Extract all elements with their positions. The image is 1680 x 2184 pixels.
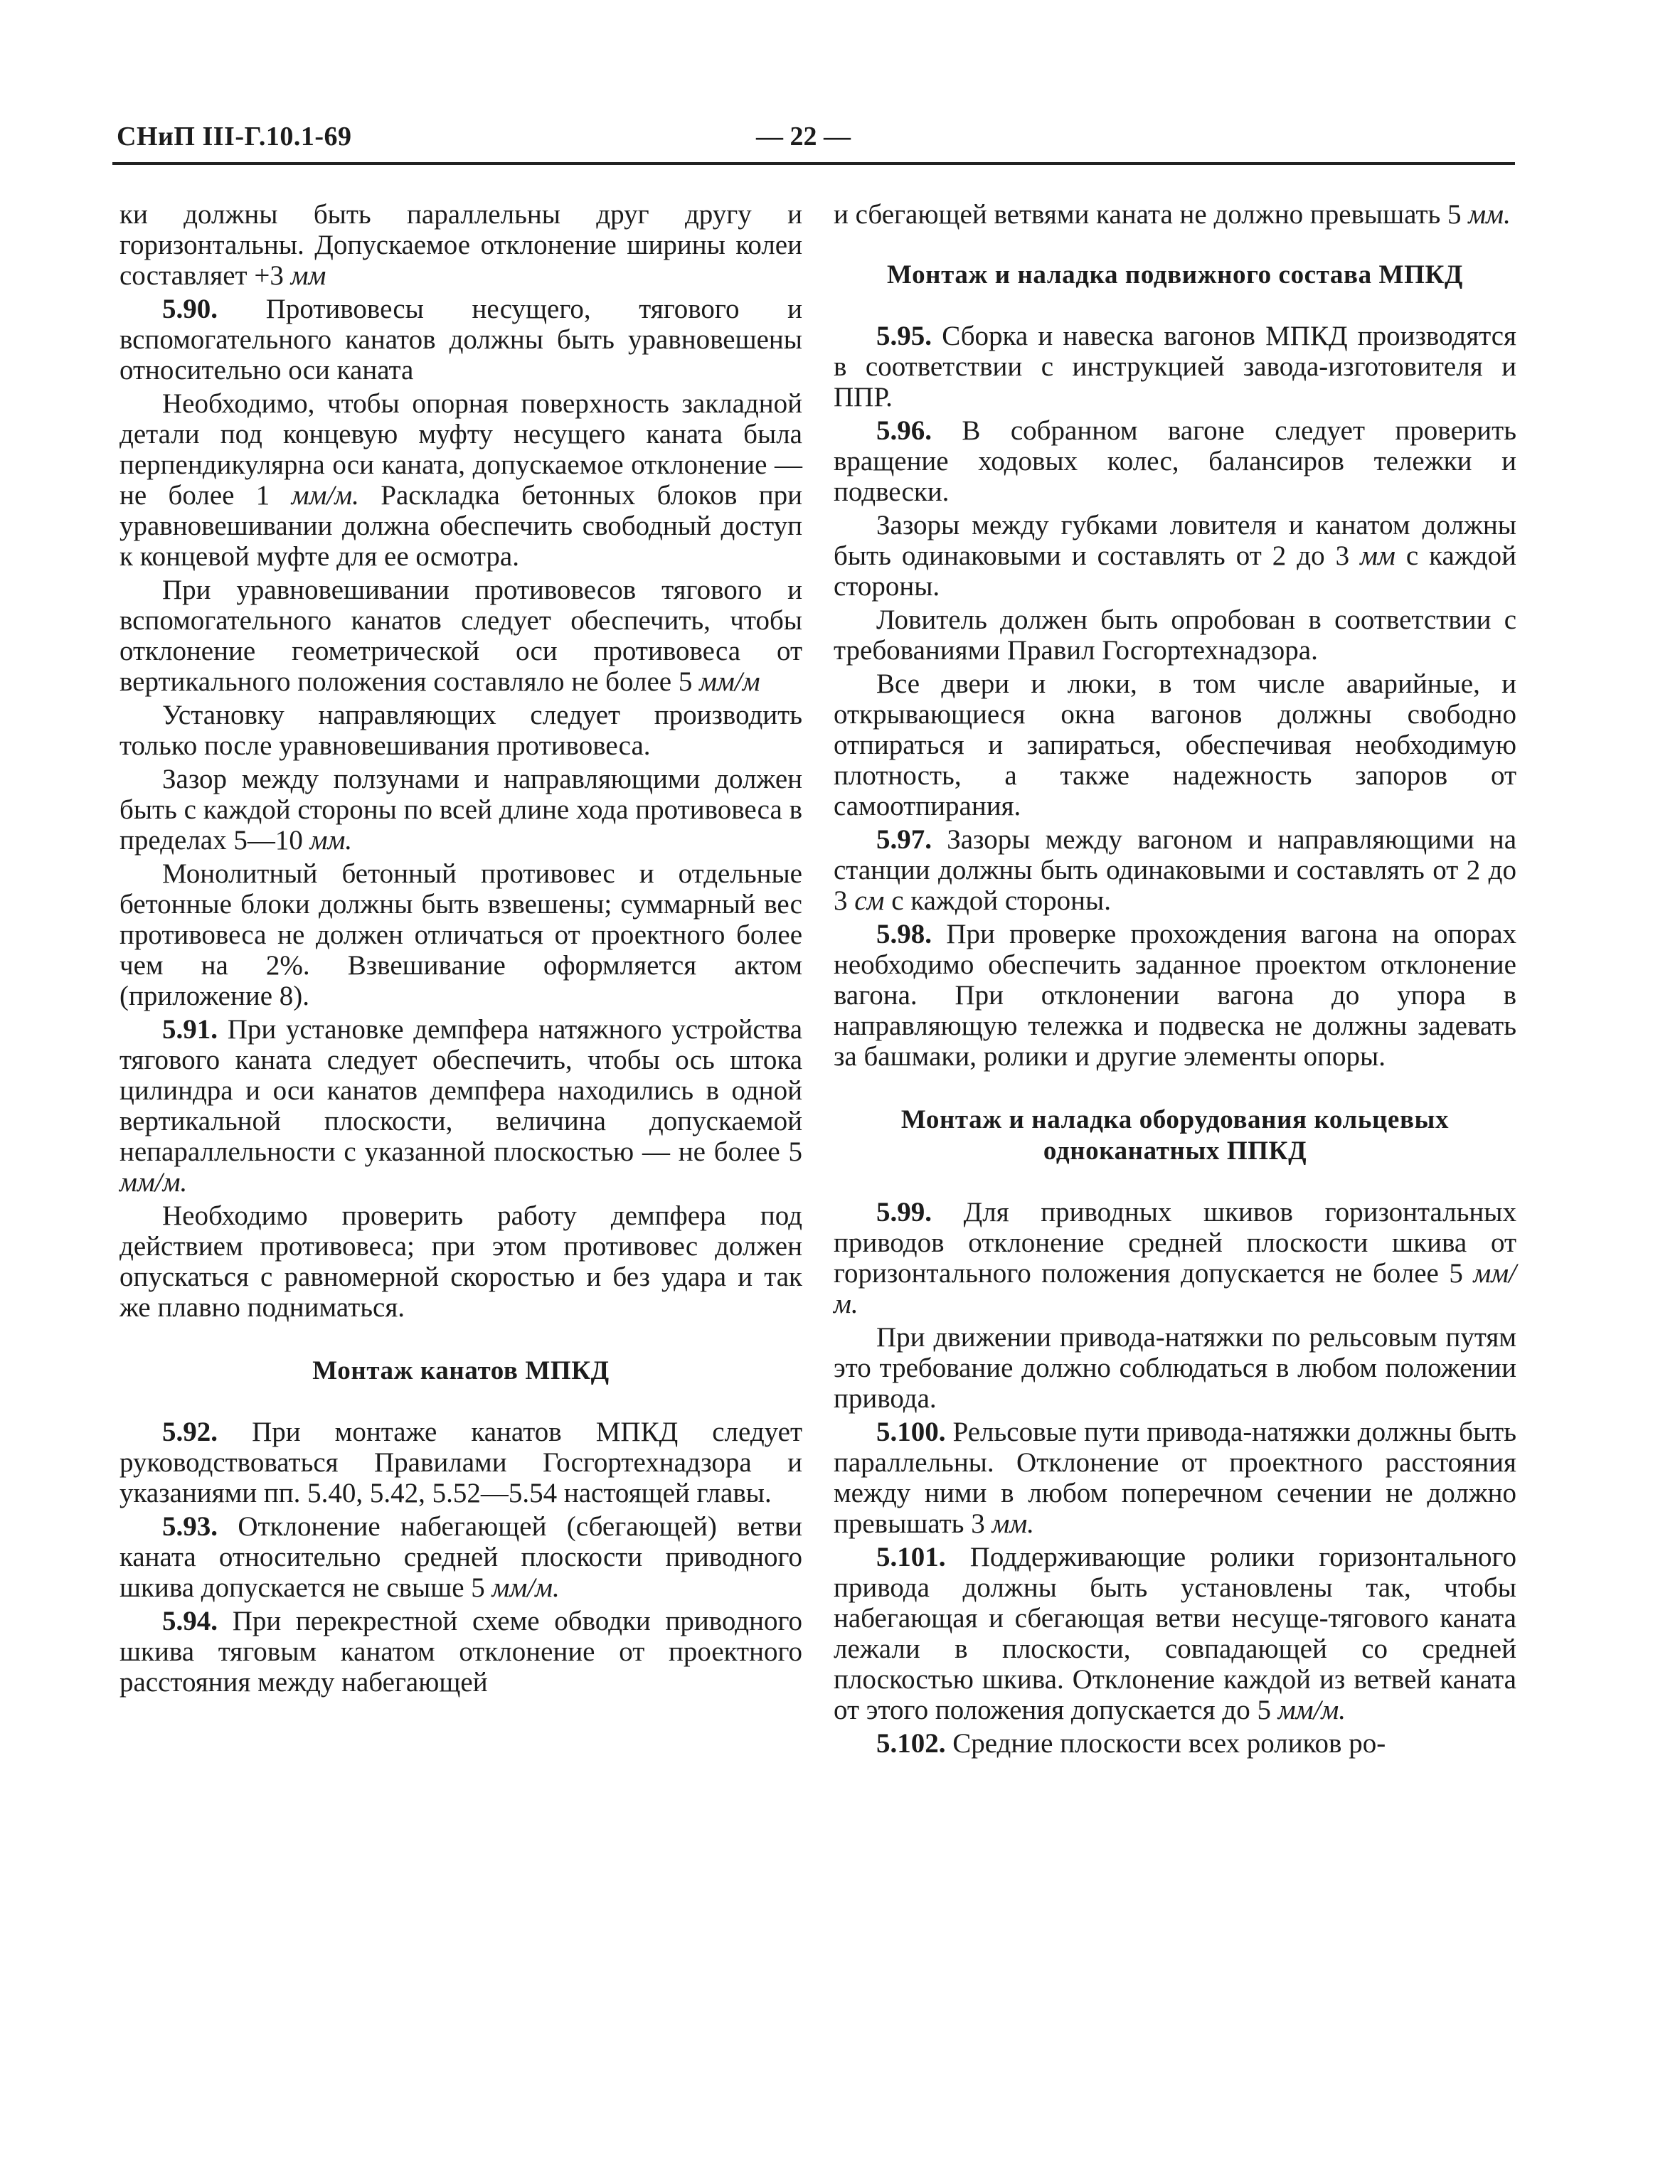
section-heading: Монтаж и наладка подвижного состава МПКД [887,260,1463,289]
clause-5-93: 5.93. Отклонение набегающей (сбегающей) ветви каната относительно средней плоскости приводного шкива допускается не свыше 5 мм/м. [119,1511,803,1603]
paragraph: При движении привода-натяжки по рельсовым путям это требование должно соблюдаться в любом положении привода. [834,1322,1516,1414]
clause-5-97: 5.97. Зазоры между вагоном и направляющими на станции должны быть одинаковыми и составлять от 2 до 3 см с каждой стороны. [834,824,1517,916]
clause-5-99: 5.99. Для приводных шкивов горизонтальных приводов отклонение средней плоскости шкива от горизонтального положения допускается не более 5 мм/м. [834,1197,1517,1319]
left-column [119,199,802,1700]
clause-5-98: 5.98. При проверке прохождения вагона на опорах необходимо обеспечить заданное проектом отклонение вагона. При отклонении вагона до упора в направляющую тележка и подвеска не должны задевать за башмаки, ролики и другие элементы опоры. [834,919,1517,1072]
paragraph: Установку направляющих следует производить только после уравновешивания противовеса. [119,700,802,761]
paragraph: Необходимо проверить работу демпфера под действием противовеса; при этом противовес должен опускаться с равномерной скоростью и без удара и так же плавно подниматься. [119,1200,802,1323]
paragraph: Необходимо, чтобы опорная поверхность закладной детали под концевую муфту несущего каната была перпендикулярна оси каната, допускаемое отклонение — не более 1 мм/м. Раскладка бетонных блоков при уравновешивании должна обеспечить свободный доступ к концевой муфте для ее осмотра. [119,388,802,572]
paragraph: Зазор между ползунами и направляющими должен быть с каждой стороны по всей длине хода противовеса в пределах 5—10 мм. [119,764,802,856]
section-heading: Монтаж и наладка оборудования кольцевых одноканатных ППКД [900,1105,1450,1166]
paragraph: При уравновешивании противовесов тягового и вспомогательного канатов следует обеспечить, чтобы отклонение геометрической оси противовеса от вертикального положения составляло не более 5 мм/м [119,575,802,697]
clause-5-102: 5.102. Средние плоскости всех роликов ро- [876,1728,1386,1759]
clause-5-90: 5.90. Противовесы несущего, тягового и вспомогательного канатов должны быть уравновешены относительно оси каната [119,294,803,385]
paragraph: Все двери и люки, в том числе аварийные, и открывающиеся окна вагонов должны свободно отпираться и запираться, обеспечивая необходимую плотность, а также надежность запоров от самоотпирания. [834,668,1516,821]
page-header [112,115,1514,161]
paragraph: Зазоры между губками ловителя и канатом должны быть одинаковыми и составлять от 2 до 3 мм с каждой стороны. [834,510,1516,602]
clause-5-91: 5.91. При установке демпфера натяжного устройства тягового каната следует обеспечить, чтобы ось штока цилиндра и оси канатов демпфера находились в одной вертикальной плоскости, величина допускаемой непараллельности с указанной плоскостью — не более 5 мм/м. [119,1014,802,1198]
paragraph: Монолитный бетонный противовес и отдельные бетонные блоки должны быть взвешены; суммарный вес противовеса не должен отличаться от проектного более чем на 2%. Взвешивание оформляется актом (приложение 8). [119,858,802,1011]
clause-5-100: 5.100. Рельсовые пути привода-натяжки должны быть параллельны. Отклонение от проектного расстояния между ними в любом поперечном сечении не должно превышать 3 мм. [834,1417,1516,1539]
section-heading: Монтаж канатов МПКД [312,1356,610,1385]
clause-5-92: 5.92. При монтаже канатов МПКД следует руководствоваться Правилами Госгортехнадзора и указаниями пп. 5.40, 5.42, 5.52—5.54 настоящей главы. [119,1417,803,1508]
clause-5-94: 5.94. При перекрестной схеме обводки приводного шкива тяговым канатом отклонение от проектного расстояния между набегающей [119,1606,803,1698]
clause-5-101: 5.101. Поддерживающие ролики горизонтального привода должны быть установлены так, чтобы набегающая и сбегающая ветви несуще-тягового каната лежали в плоскости, совпадающей со средней плоскостью шкива. Отклонение каждой из ветвей каната от этого положения допускается до 5 мм/м. [834,1542,1517,1725]
clause-5-96: 5.96. В собранном вагоне следует проверить вращение ходовых колес, балансиров тележки и подвески. [834,415,1516,507]
paragraph: и сбегающей ветвями каната не должно превышать 5 мм. [834,199,1511,230]
paragraph: ки должны быть параллельны друг другу и горизонтальны. Допускаемое отклонение ширины колеи составляет +3 мм [119,199,802,291]
clause-5-95: 5.95. Сборка и навеска вагонов МПКД производятся в соответствии с инструкцией завода-изготовителя и ППР. [834,321,1516,412]
document-code: СНиП III-Г.10.1-69 [117,122,352,151]
right-column [834,199,1516,1762]
page-number: — 22 — [756,122,851,151]
header-rule [112,162,1515,165]
paragraph: Ловитель должен быть опробован в соответствии с требованиями Правил Госгортехнадзора. [834,604,1516,666]
